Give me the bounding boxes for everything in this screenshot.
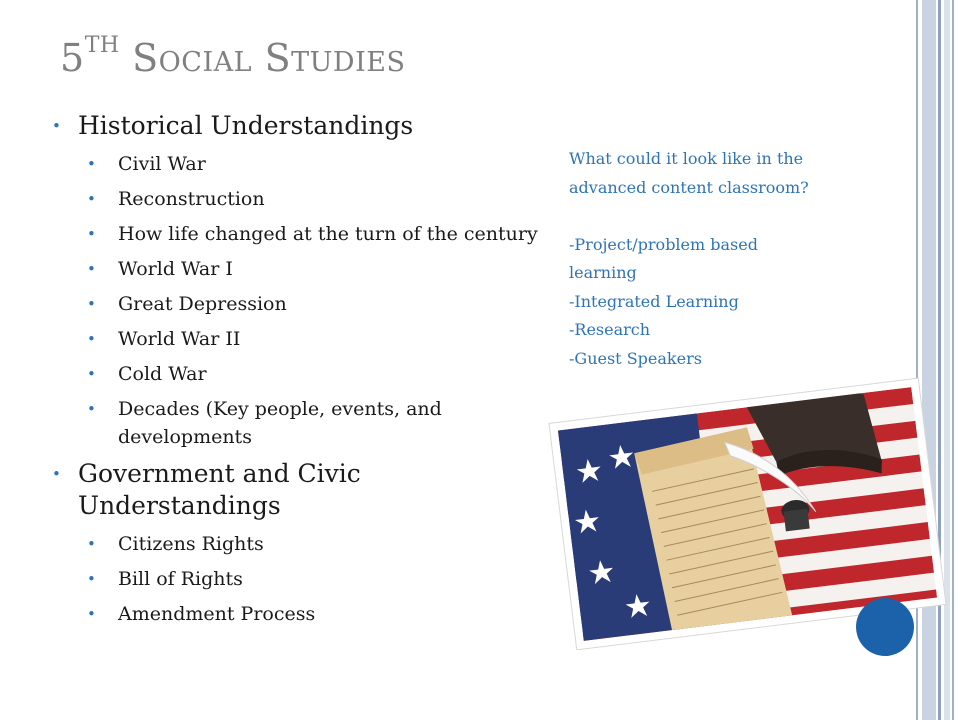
list-item: • Civil War (46, 150, 566, 178)
section-heading-government: • Government and Civic Understandings (52, 459, 361, 520)
bullet-icon: • (87, 190, 96, 208)
callout-line: learning (569, 263, 637, 282)
list-item: • Decades (Key people, events, and developments (46, 395, 566, 451)
list-item: • Amendment Process (46, 600, 566, 628)
callout-text (569, 145, 899, 373)
bullet-icon: • (87, 295, 96, 313)
callout-line: advanced content classroom? (569, 177, 809, 197)
list-item: • Reconstruction (46, 185, 566, 213)
list-item: • World War II (46, 325, 566, 353)
callout-line: -Project/problem based (569, 234, 758, 254)
bullet-icon: • (52, 465, 61, 483)
title-text: Social Studies (132, 36, 406, 80)
list-item: • Great Depression (46, 290, 566, 318)
bullet-icon: • (87, 605, 96, 623)
title-superscript: TH (84, 33, 120, 58)
callout-line: -Guest Speakers (569, 348, 702, 368)
callout-line: -Research (569, 320, 651, 339)
bullet-icon: • (87, 260, 96, 278)
bullet-icon: • (87, 225, 96, 243)
bullet-icon: • (87, 535, 96, 553)
list-item: • Bill of Rights (46, 565, 566, 593)
slide-title (60, 33, 406, 80)
bullet-icon: • (87, 155, 96, 173)
decorative-blue-circle (856, 598, 914, 656)
bullet-icon: • (87, 400, 96, 418)
bullet-icon: • (87, 570, 96, 588)
bullet-icon: • (52, 117, 61, 135)
list-item: • How life changed at the turn of the century (46, 220, 566, 248)
list-item: • Cold War (46, 360, 566, 388)
callout-line: What could it look like in the (569, 149, 804, 168)
callout-line: -Integrated Learning (569, 291, 739, 311)
bullet-icon: • (87, 330, 96, 348)
section-heading-historical: • Historical Understandings (52, 111, 414, 140)
callout-spacer (569, 202, 899, 231)
list-item: • World War I (46, 255, 566, 283)
bullet-icon: • (87, 365, 96, 383)
list-item: • Citizens Rights (46, 530, 566, 558)
title-number: 5 (60, 36, 85, 80)
bullet-list (46, 110, 566, 635)
